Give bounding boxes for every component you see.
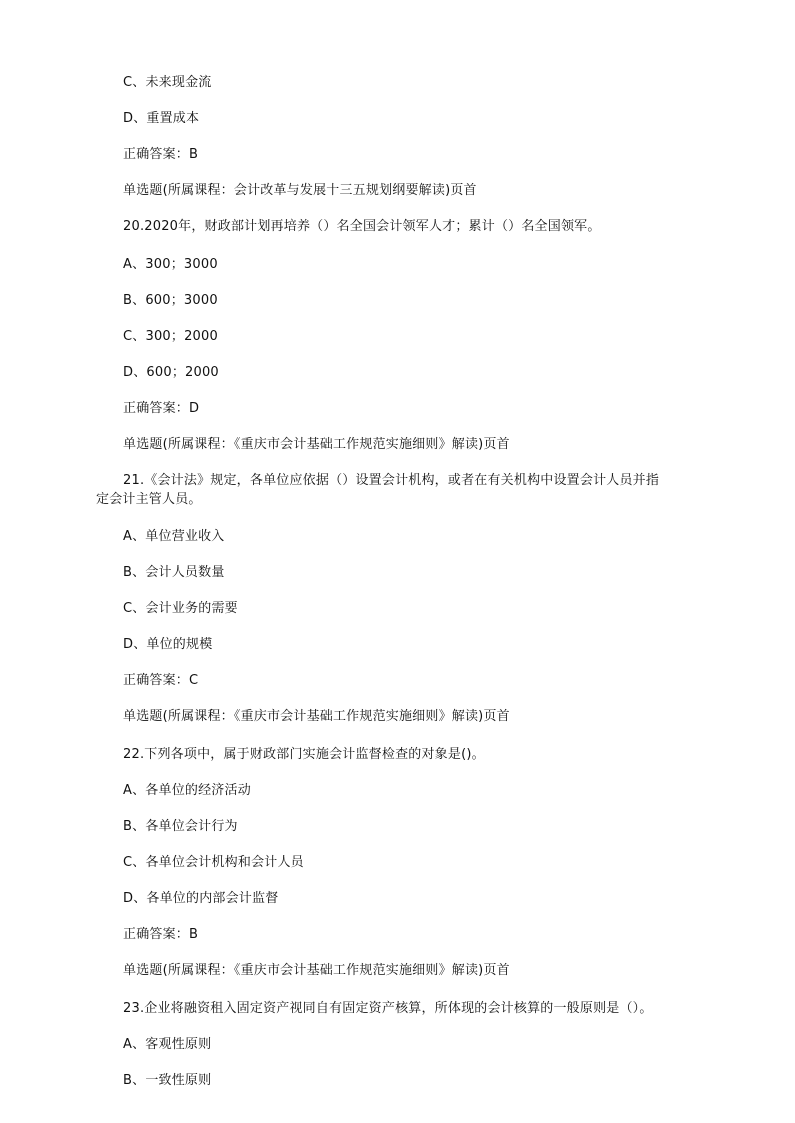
option-b-q20: B、600；3000 (123, 293, 218, 308)
option-d-q22: D、各单位的内部会计监督 (123, 891, 279, 906)
answer-q21: 正确答案：C (123, 673, 199, 688)
option-a-q21: A、单位营业收入 (123, 529, 225, 544)
option-c-q20: C、300；2000 (123, 329, 218, 344)
option-a-q23: A、客观性原则 (123, 1037, 212, 1052)
option-b-q23: B、一致性原则 (123, 1073, 212, 1088)
option-d-q20: D、600；2000 (123, 365, 219, 380)
question-21-line2: 定会计主管人员。 (96, 492, 202, 507)
course-header-q20: 单选题(所属课程：会计改革与发展十三五规划纲要解读)页首 (123, 183, 477, 198)
option-c-q21: C、会计业务的需要 (123, 601, 238, 616)
option-a-q20: A、300；3000 (123, 257, 218, 272)
answer-q22: 正确答案：B (123, 927, 199, 942)
option-c-q19: C、未来现金流 (123, 75, 212, 90)
option-d-q21: D、单位的规模 (123, 637, 213, 652)
option-b-q21: B、会计人员数量 (123, 565, 225, 580)
question-21-line1: 21.《会计法》规定，各单位应依据（）设置会计机构，或者在有关机构中设置会计人员并指 (123, 473, 660, 488)
option-b-q22: B、各单位会计行为 (123, 819, 238, 834)
question-23: 23.企业将融资租入固定资产视同自有固定资产核算，所体现的会计核算的一般原则是（）。 (123, 1001, 653, 1016)
answer-q19: 正确答案：B (123, 147, 199, 162)
answer-q20: 正确答案：D (123, 401, 200, 416)
option-c-q22: C、各单位会计机构和会计人员 (123, 855, 304, 870)
course-header-q21: 单选题(所属课程：《重庆市会计基础工作规范实施细则》解读)页首 (123, 437, 510, 452)
course-header-q22: 单选题(所属课程：《重庆市会计基础工作规范实施细则》解读)页首 (123, 709, 510, 724)
option-d-q19: D、重置成本 (123, 111, 200, 126)
option-a-q22: A、各单位的经济活动 (123, 783, 251, 798)
question-20: 20.2020年，财政部计划再培养（）名全国会计领军人才；累计（）名全国领军。 (123, 219, 601, 234)
course-header-q23: 单选题(所属课程：《重庆市会计基础工作规范实施细则》解读)页首 (123, 963, 510, 978)
question-22: 22.下列各项中，属于财政部门实施会计监督检查的对象是()。 (123, 747, 485, 762)
